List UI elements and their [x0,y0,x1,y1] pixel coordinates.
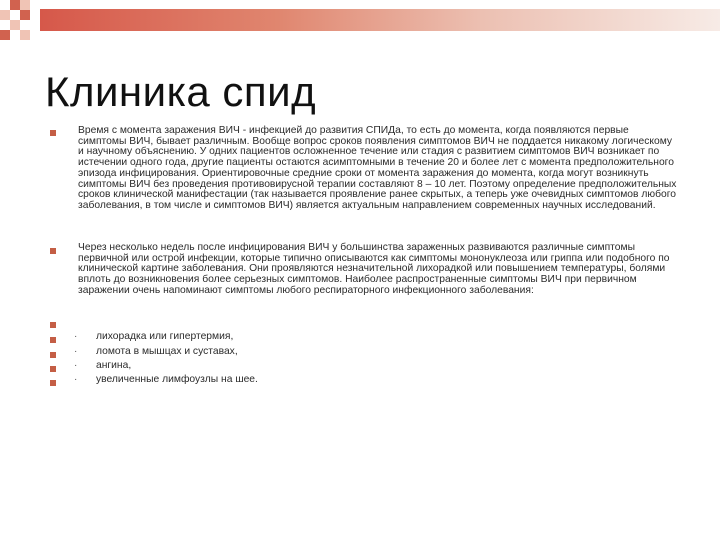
symptom-dot-icon: · [74,360,78,371]
slide-title: Клиника спид [45,68,317,115]
bullet-square-icon [50,352,56,358]
bullet-square-icon [50,380,56,386]
symptom-item: лихорадка или гипертермия, [96,331,234,342]
bullet-square-icon [50,337,56,343]
paragraph-clinical-course: Время с момента заражения ВИЧ - инфекцией до развития СПИДа, то есть до момента, когда появляются первые симптомы ВИЧ, бывает различным. Вообще вопрос сроков появления симптомов ВИЧ не поддается никакому логическому и научному объяснению. У одних пациентов осложненное течение или стадия с развитием симптомов ВИЧ возникает по истечении одного года, другие пациенты остаются асимптомными в течение 20 и более лет с момента предположительного эпизода инфицирования. Ориентировочные средние сроки от момента заражения до момента, когда могут возникнуть симптомы ВИЧ без проведения противовирусной терапии составляют 8 – 10 лет. Поэтому определение предположительных сроков клинической манифестации (так называется проявление ранее скрытых, а теперь уже очевидных симптомов любого заболевания, в том числе и симптомов ВИЧ) является актуальным направлением современных научных исследований. [78,125,677,211]
bullet-square-icon [50,130,56,136]
bullet-square-icon [50,322,56,328]
paragraph-early-symptoms: Через несколько недель после инфицирования ВИЧ у большинства зараженных развиваются различные симптомы первичной или острой инфекции, которые типично описываются как симптомы мононуклеоза или гриппа или подобного по клинической картине заболевания. Они проявляются незначительной лихорадкой или повышением температуры, болями вплоть до возникновения более серьезных симптомов. Наиболее распространенные симптомы ВИЧ при первичном заражении очень напоминают симптомы любого респираторного инфекционного заболевания: [78,242,670,296]
symptom-item: ломота в мышцах и суставах, [96,346,238,357]
symptom-dot-icon: · [74,374,78,385]
bullet-square-icon [50,366,56,372]
symptom-dot-icon: · [74,331,78,342]
symptom-item: увеличенные лимфоузлы на шее. [96,374,258,385]
symptom-dot-icon: · [74,346,78,357]
symptom-item: ангина, [96,360,132,371]
bullet-square-icon [50,248,56,254]
